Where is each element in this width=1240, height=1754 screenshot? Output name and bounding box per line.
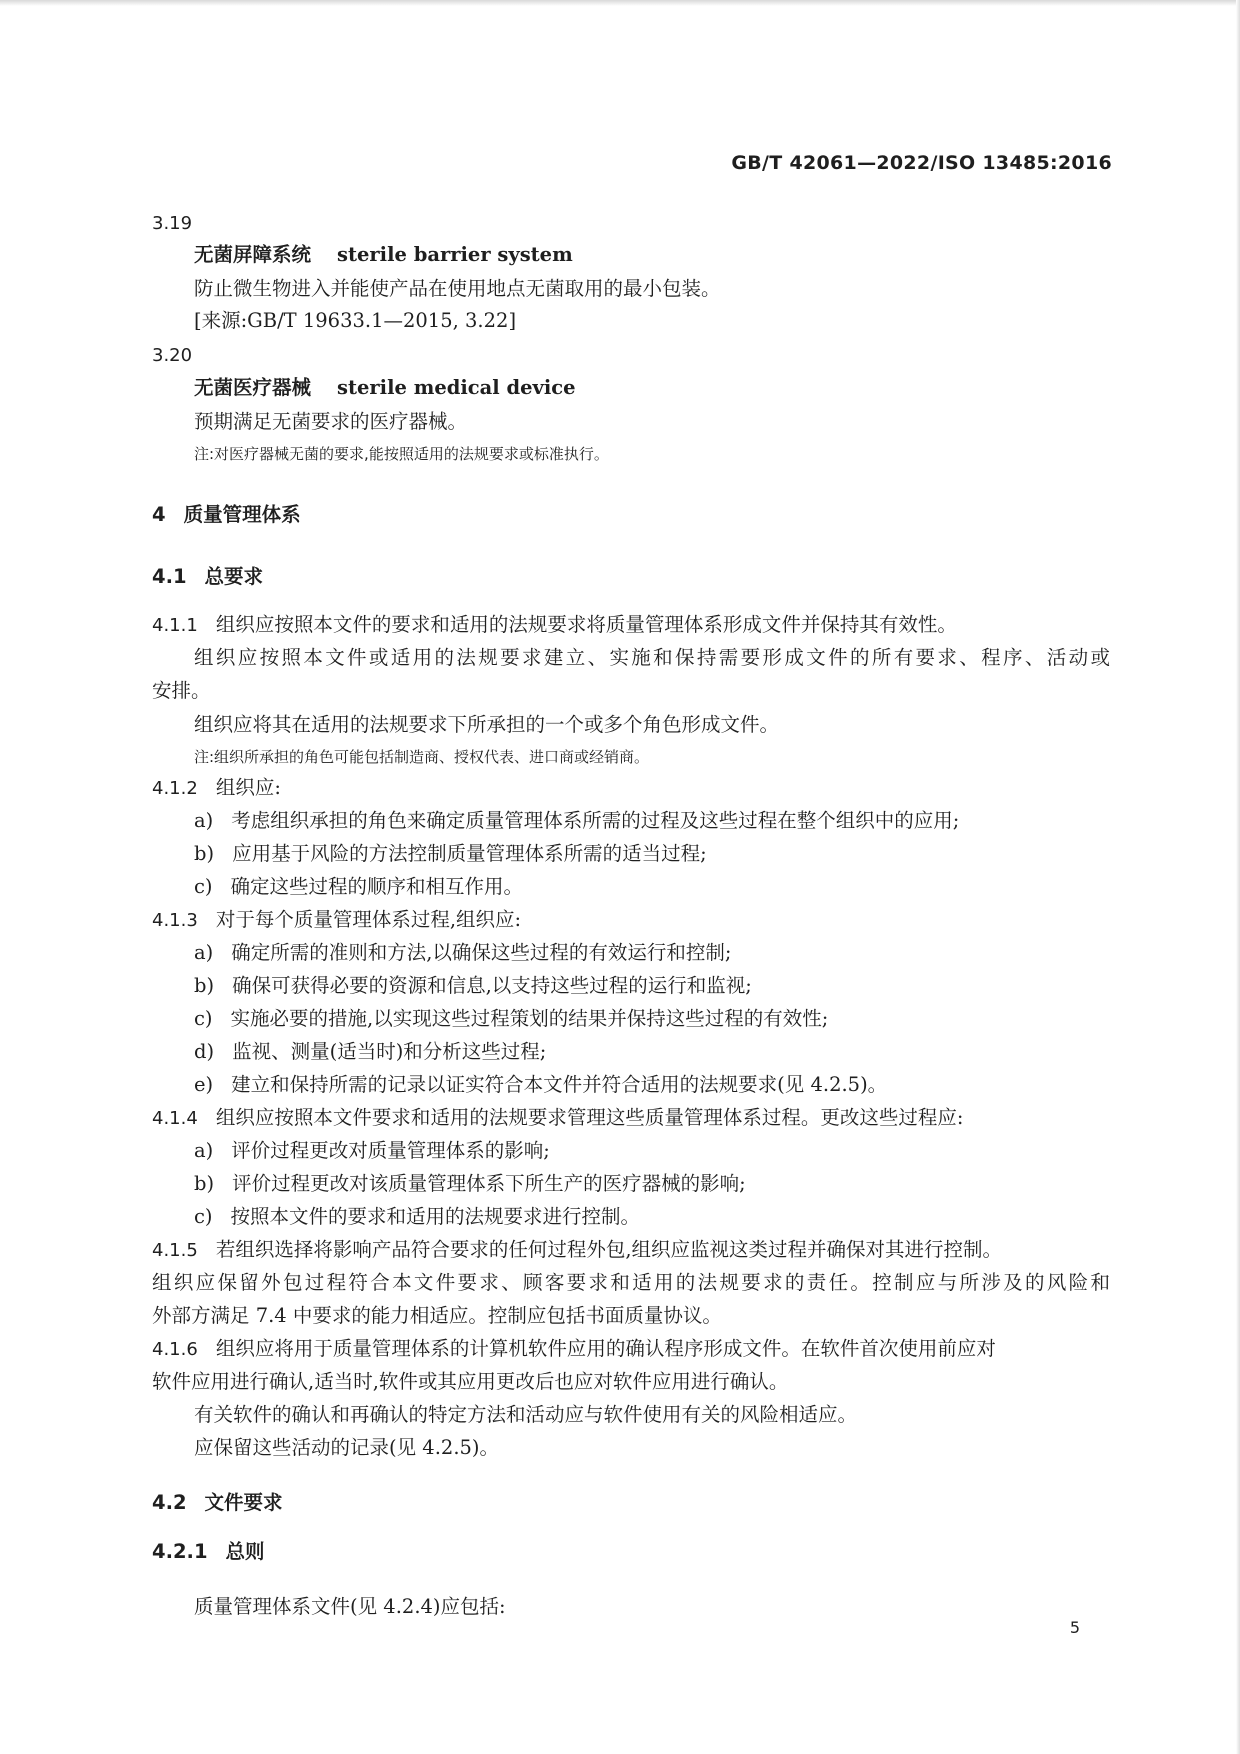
- section-4-2-1-heading: [152, 1539, 265, 1565]
- scan-right-edge: [1236, 0, 1240, 1754]
- term-number-3-19: 3.19: [152, 213, 193, 234]
- clause-4-1-2-intro: 4.1.2 组织应:: [152, 776, 281, 799]
- section-4-title: 质量管理体系: [183, 503, 301, 526]
- term-3-20-en: sterile medical device: [337, 376, 576, 399]
- list-item: a) 考虑组织承担的角色来确定质量管理体系所需的过程及这些过程在整个组织中的应用;: [194, 809, 960, 832]
- clause-4-2-1-intro: 质量管理体系文件(见 4.2.4)应包括:: [194, 1595, 506, 1618]
- clause-4-1-3-intro: 4.1.3 对于每个质量管理体系过程,组织应:: [152, 908, 522, 931]
- scan-top-edge: [0, 0, 1240, 6]
- list-item: d) 监视、测量(适当时)和分析这些过程;: [194, 1040, 547, 1063]
- section-4-2-heading: [152, 1490, 283, 1516]
- list-item: c) 确定这些过程的顺序和相互作用。: [194, 875, 524, 898]
- list-item: a) 评价过程更改对质量管理体系的影响;: [194, 1139, 550, 1162]
- section-4-heading: [152, 502, 301, 528]
- section-4-2-1-title: 总则: [225, 1540, 265, 1563]
- clause-4-1-5-number: 4.1.5: [152, 1240, 198, 1261]
- list-item: b) 应用基于风险的方法控制质量管理体系所需的适当过程;: [194, 842, 707, 865]
- clause-4-1-1-note: 注:组织所承担的角色可能包括制造商、授权代表、进口商或经销商。: [194, 748, 650, 766]
- clause-4-1-6-para-3: 应保留这些活动的记录(见 4.2.5)。: [194, 1436, 500, 1459]
- term-3-19-definition: 防止微生物进入并能使产品在使用地点无菌取用的最小包装。: [194, 277, 721, 300]
- clause-4-1-1-para-2-line-2: 安排。: [152, 679, 211, 702]
- list-item: c) 按照本文件的要求和适用的法规要求进行控制。: [194, 1205, 641, 1228]
- clause-4-1-6-line-2: 软件应用进行确认,适当时,软件或其应用更改后也应对软件应用进行确认。: [152, 1370, 789, 1393]
- clause-4-1-5-line-2: 组织应保留外包过程符合本文件要求、顾客要求和适用的法规要求的责任。控制应与所涉及的风险和: [152, 1271, 1110, 1294]
- clause-4-1-5-line-3: 外部方满足 7.4 中要求的能力相适应。控制应包括书面质量协议。: [152, 1304, 722, 1327]
- term-3-19-source: [来源:GB/T 19633.1—2015, 3.22]: [194, 309, 517, 332]
- term-3-20-heading: [194, 375, 576, 401]
- section-4-1-number: 4.1: [152, 565, 187, 588]
- list-item: a) 确定所需的准则和方法,以确保这些过程的有效运行和控制;: [194, 941, 732, 964]
- section-4-number: 4: [152, 503, 166, 526]
- term-3-20-note: 注:对医疗器械无菌的要求,能按照适用的法规要求或标准执行。: [194, 445, 609, 463]
- clause-4-1-4-intro: 4.1.4 组织应按照本文件要求和适用的法规要求管理这些质量管理体系过程。更改这些过程应:: [152, 1106, 964, 1129]
- clause-4-1-1-line-1: 4.1.1 组织应按照本文件的要求和适用的法规要求将质量管理体系形成文件并保持其有效性。: [152, 613, 957, 636]
- term-3-19-heading: [194, 242, 573, 268]
- standard-header: GB/T 42061—2022/ISO 13485:2016: [731, 152, 1112, 174]
- section-4-2-1-number: 4.2.1: [152, 1540, 208, 1563]
- clause-4-1-3-number: 4.1.3: [152, 910, 198, 931]
- section-4-2-title: 文件要求: [204, 1491, 283, 1514]
- term-3-19-zh: 无菌屏障系统: [194, 243, 312, 266]
- section-4-2-number: 4.2: [152, 1491, 187, 1514]
- term-3-20-definition: 预期满足无菌要求的医疗器械。: [194, 410, 468, 433]
- clause-4-1-5-line-1: 4.1.5 若组织选择将影响产品符合要求的任何过程外包,组织应监视这类过程并确保对其进行控制。: [152, 1238, 1003, 1261]
- term-number-3-20: 3.20: [152, 345, 193, 366]
- clause-4-1-2-number: 4.1.2: [152, 778, 198, 799]
- page-number: 5: [1069, 1618, 1080, 1637]
- list-item: e) 建立和保持所需的记录以证实符合本文件并符合适用的法规要求(见 4.2.5)。: [194, 1073, 888, 1096]
- clause-4-1-1-para-3: 组织应将其在适用的法规要求下所承担的一个或多个角色形成文件。: [194, 713, 780, 736]
- clause-4-1-6-para-2: 有关软件的确认和再确认的特定方法和活动应与软件使用有关的风险相适应。: [194, 1403, 858, 1426]
- list-item: c) 实施必要的措施,以实现这些过程策划的结果并保持这些过程的有效性;: [194, 1007, 829, 1030]
- section-4-1-heading: [152, 564, 263, 590]
- list-item: b) 评价过程更改对该质量管理体系下所生产的医疗器械的影响;: [194, 1172, 746, 1195]
- clause-4-1-6-number: 4.1.6: [152, 1339, 198, 1360]
- clause-4-1-4-number: 4.1.4: [152, 1108, 198, 1129]
- list-item: b) 确保可获得必要的资源和信息,以支持这些过程的运行和监视;: [194, 974, 752, 997]
- clause-4-1-1-para-2-line-1: 组织应按照本文件或适用的法规要求建立、实施和保持需要形成文件的所有要求、程序、活动或: [194, 646, 1110, 669]
- clause-4-1-6-line-1: 4.1.6 组织应将用于质量管理体系的计算机软件应用的确认程序形成文件。在软件首次使用前应对: [152, 1337, 996, 1360]
- clause-4-1-1-number: 4.1.1: [152, 615, 198, 636]
- section-4-1-title: 总要求: [204, 565, 264, 588]
- term-3-19-en: sterile barrier system: [337, 243, 573, 266]
- term-3-20-zh: 无菌医疗器械: [194, 376, 312, 399]
